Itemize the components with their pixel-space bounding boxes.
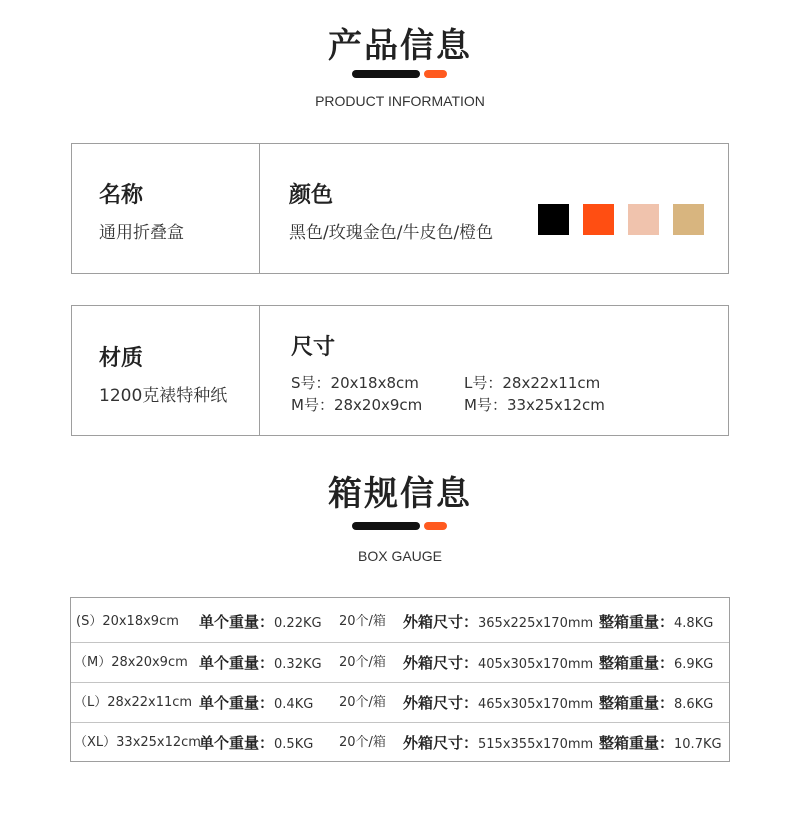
row-size: （L）28x22x11cm bbox=[74, 695, 193, 710]
name-label: 名称 bbox=[99, 183, 144, 208]
unit-weight-label: 单个重量： bbox=[199, 613, 275, 631]
card-divider bbox=[259, 144, 260, 273]
table-row bbox=[71, 642, 729, 683]
swatch-kraft bbox=[673, 204, 704, 235]
color-value: 黑色/玫瑰金色/牛皮色/橙色 bbox=[289, 223, 494, 243]
product-info-title: 产品信息 bbox=[328, 26, 472, 66]
title-underline-dark bbox=[352, 522, 420, 530]
row-size: （M）28x20x9cm bbox=[74, 655, 188, 670]
outer-size: 515x355x170mm bbox=[478, 737, 594, 752]
info-card-name-color bbox=[71, 143, 729, 274]
total-weight: 4.8KG bbox=[674, 616, 714, 631]
swatch-rose-gold bbox=[628, 204, 659, 235]
size-m-2: M号：33x25x12cm bbox=[464, 396, 605, 414]
unit-weight: 0.32KG bbox=[274, 657, 322, 672]
qty-per-box: 20个/箱 bbox=[339, 655, 386, 670]
box-gauge-table bbox=[70, 597, 730, 762]
product-info-subtitle: PRODUCT INFORMATION bbox=[315, 93, 485, 109]
table-row bbox=[71, 722, 729, 763]
unit-weight-label: 单个重量： bbox=[199, 734, 275, 752]
material-value: 1200克裱特种纸 bbox=[99, 386, 228, 406]
table-row bbox=[71, 682, 729, 723]
unit-weight-label: 单个重量： bbox=[199, 654, 275, 672]
title-underline-accent bbox=[424, 70, 447, 78]
total-weight-label: 整箱重量： bbox=[599, 734, 675, 752]
qty-per-box: 20个/箱 bbox=[339, 614, 386, 629]
total-weight-label: 整箱重量： bbox=[599, 694, 675, 712]
unit-weight: 0.22KG bbox=[274, 616, 322, 631]
swatch-orange bbox=[583, 204, 614, 235]
swatch-black bbox=[538, 204, 569, 235]
name-value: 通用折叠盒 bbox=[99, 223, 184, 243]
box-gauge-subtitle: BOX GAUGE bbox=[357, 548, 443, 564]
table-row bbox=[71, 602, 729, 643]
outer-size: 365x225x170mm bbox=[478, 616, 594, 631]
qty-per-box: 20个/箱 bbox=[339, 695, 386, 710]
size-l: L号：28x22x11cm bbox=[464, 374, 601, 392]
outer-size-label: 外箱尺寸： bbox=[403, 734, 479, 752]
total-weight: 8.6KG bbox=[674, 697, 714, 712]
size-s: S号：20x18x8cm bbox=[291, 374, 419, 392]
outer-size: 405x305x170mm bbox=[478, 657, 594, 672]
box-gauge-title: 箱规信息 bbox=[328, 474, 472, 514]
row-size: （XL）33x25x12cm bbox=[74, 735, 201, 750]
outer-size-label: 外箱尺寸： bbox=[403, 613, 479, 631]
card-divider bbox=[259, 306, 260, 435]
title-underline-dark bbox=[352, 70, 420, 78]
outer-size-label: 外箱尺寸： bbox=[403, 694, 479, 712]
title-underline-accent bbox=[424, 522, 447, 530]
qty-per-box: 20个/箱 bbox=[339, 735, 386, 750]
unit-weight-label: 单个重量： bbox=[199, 694, 275, 712]
total-weight: 10.7KG bbox=[674, 737, 722, 752]
outer-size: 465x305x170mm bbox=[478, 697, 594, 712]
total-weight-label: 整箱重量： bbox=[599, 654, 675, 672]
unit-weight: 0.5KG bbox=[274, 737, 314, 752]
outer-size-label: 外箱尺寸： bbox=[403, 654, 479, 672]
total-weight: 6.9KG bbox=[674, 657, 714, 672]
info-card-material-size bbox=[71, 305, 729, 436]
size-m: M号：28x20x9cm bbox=[291, 396, 423, 414]
material-label: 材质 bbox=[99, 346, 144, 371]
size-label: 尺寸 bbox=[291, 335, 336, 360]
row-size: (S）20x18x9cm bbox=[76, 614, 179, 629]
total-weight-label: 整箱重量： bbox=[599, 613, 675, 631]
color-label: 颜色 bbox=[289, 183, 334, 208]
unit-weight: 0.4KG bbox=[274, 697, 314, 712]
